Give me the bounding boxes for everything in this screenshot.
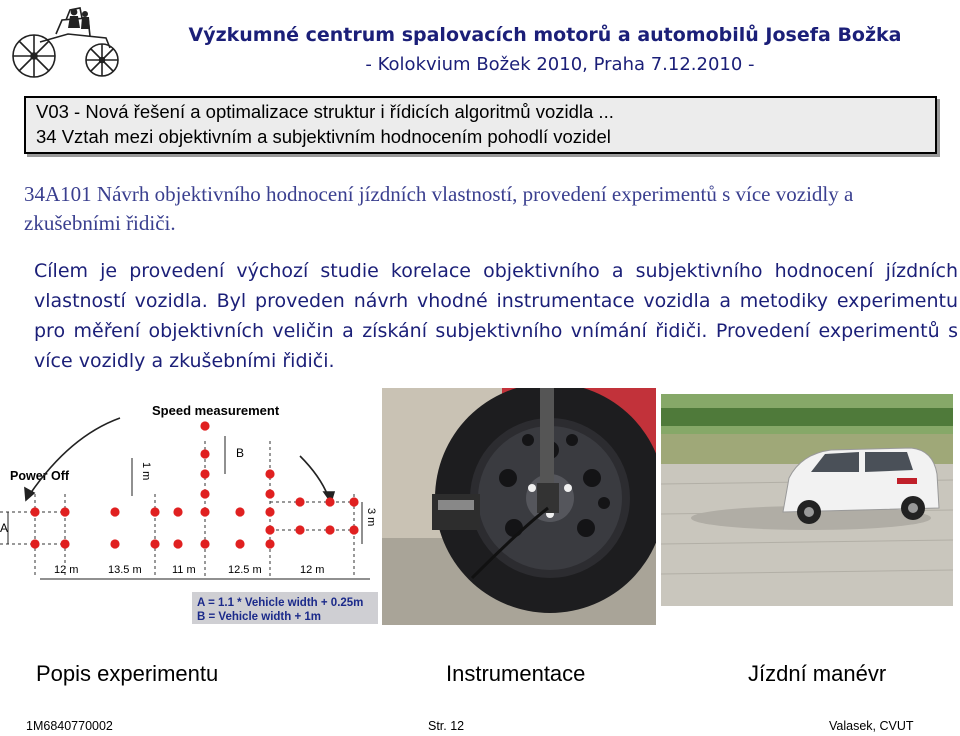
- topic-line-2: 34 Vztah mezi objektivním a subjektivním hodnocením pohodlí vozidel: [36, 126, 611, 147]
- project-title: 34A101 Návrh objektivního hodnocení jízdních vlastností, provedení experimentů s více vozidly a zkušebními řidiči.: [24, 182, 854, 235]
- cone-marker: [200, 421, 209, 430]
- cone-marker: [235, 507, 244, 516]
- car-maneuver-photo: [661, 394, 953, 606]
- dim-3m-label: 3 m: [365, 508, 377, 527]
- footer-project-code: 1M6840770002: [26, 719, 113, 733]
- caption-maneuver: Jízdní manévr: [748, 661, 887, 686]
- cone-marker: [200, 449, 209, 458]
- power-off-label: Power Off: [10, 469, 70, 483]
- cone-marker: [200, 489, 209, 498]
- cone-marker: [173, 507, 182, 516]
- experiment-diagram: [0, 396, 380, 628]
- cone-marker: [349, 497, 358, 506]
- cone-marker: [265, 489, 274, 498]
- speed-measurement-label: Speed measurement: [152, 403, 280, 418]
- dim-1m-label: 1 m: [140, 462, 152, 481]
- distance-label: 12 m: [300, 564, 325, 576]
- wheel-instrumentation-photo: [382, 388, 656, 625]
- cone-marker: [200, 469, 209, 478]
- caption-instrumentation: Instrumentace: [446, 661, 586, 686]
- header-title: Výzkumné centrum spalovacích motorů a automobilů Josefa Božka: [188, 24, 902, 46]
- cone-marker: [325, 525, 334, 534]
- cone-marker: [265, 507, 274, 516]
- cone-marker: [30, 507, 39, 516]
- cone-marker: [235, 539, 244, 548]
- cone-marker: [295, 525, 304, 534]
- cone-marker: [60, 507, 69, 516]
- cone-marker: [349, 525, 358, 534]
- cone-marker: [60, 539, 69, 548]
- footer-page-number: Str. 12: [428, 719, 465, 733]
- cone-marker: [110, 539, 119, 548]
- footer-author: Valasek, CVUT: [829, 719, 914, 733]
- cone-marker: [150, 539, 159, 548]
- cone-marker: [265, 469, 274, 478]
- cone-marker: [200, 507, 209, 516]
- vintage-car-logo: [10, 2, 130, 84]
- cone-marker: [325, 497, 334, 506]
- cone-marker: [265, 539, 274, 548]
- formula-a: A = 1.1 * Vehicle width + 0.25m: [197, 597, 364, 609]
- topic-box: [24, 96, 937, 154]
- cone-marker: [150, 507, 159, 516]
- cone-marker: [110, 507, 119, 516]
- distance-label: 12.5 m: [228, 564, 262, 576]
- distance-label: 11 m: [172, 564, 196, 576]
- distance-label: 13.5 m: [108, 564, 142, 576]
- cone-marker: [30, 539, 39, 548]
- formula-b: B = Vehicle width + 1m: [197, 611, 321, 623]
- label-b: B: [236, 446, 245, 460]
- cone-marker: [295, 497, 304, 506]
- caption-experiment: Popis experimentu: [36, 661, 219, 686]
- distance-label: 12 m: [54, 564, 79, 576]
- description-paragraph: Cílem je provedení výchozí studie korelace objektivního a subjektivního hodnocení jízdních vlastností vozidla. Byl proveden návrh vhodné instrumentace vozidla a metodiky experimentu pro měření objektivních veličin a získání subjektivního vnímání řidiči. Provedení experimentů s více vozidly a zkušebními řidiči.: [34, 260, 958, 372]
- label-a: A: [0, 521, 9, 535]
- header-subtitle: - Kolokvium Božek 2010, Praha 7.12.2010 -: [365, 54, 755, 75]
- cone-marker: [173, 539, 182, 548]
- cone-marker: [265, 525, 274, 534]
- topic-line-1: V03 - Nová řešení a optimalizace struktur i řídicích algoritmů vozidla ...: [36, 101, 614, 122]
- cone-marker: [200, 539, 209, 548]
